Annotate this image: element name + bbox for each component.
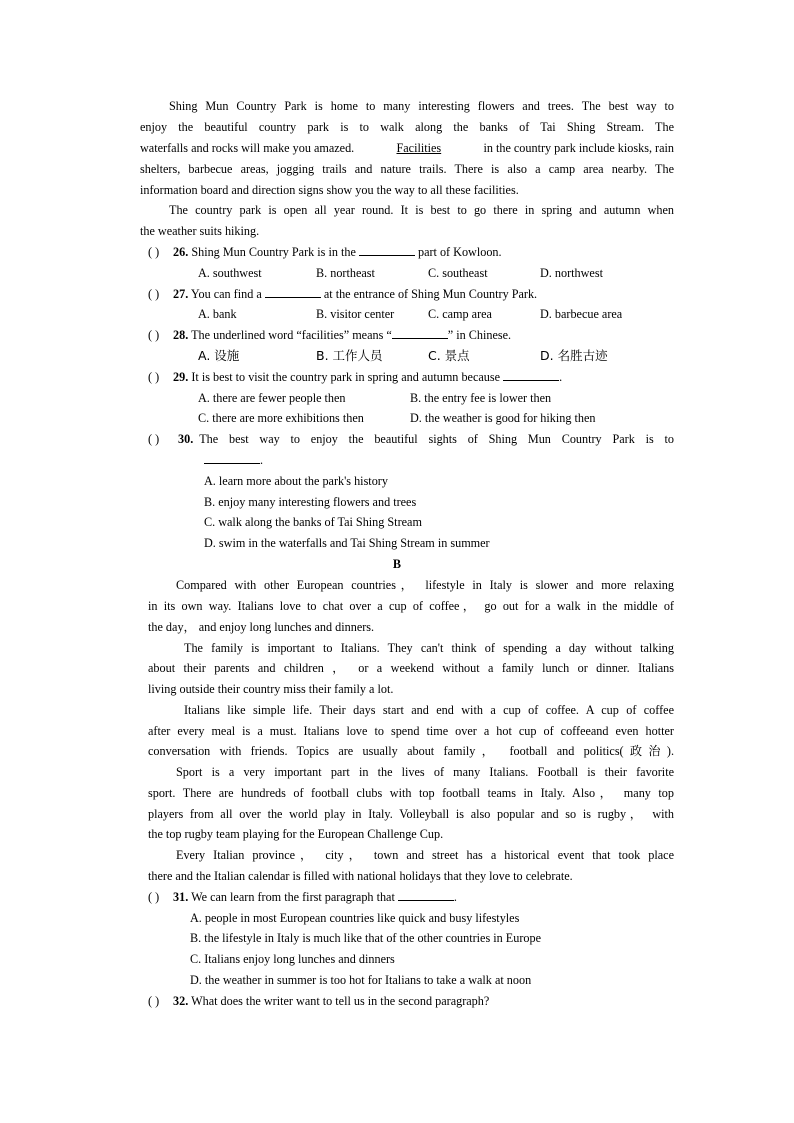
passage-b-line: sport. There are hundreds of football clubs with top football teams in Italy. Also， many top [148, 786, 674, 800]
option-b[interactable]: B. the entry fee is lower then [410, 391, 552, 405]
answer-bracket[interactable]: ( ) [148, 994, 160, 1008]
passage-b-line: in its own way. Italians love to chat over a cup of coffee， go out for a walk in the middle of [148, 599, 674, 613]
answer-blank [398, 889, 454, 901]
passage-b-line: living outside their country miss their family a lot. [148, 682, 394, 696]
passage-b-line: Compared with other European countries， lifestyle in Italy is slower and more relaxing [176, 578, 674, 592]
question-number: 30. [178, 432, 194, 446]
passage-a-line: Shing Mun Country Park is home to many interesting flowers and trees. The best way to [169, 99, 674, 113]
question-text: It is best to visit the country park in spring and autumn because [191, 370, 501, 384]
question-text: . [559, 370, 563, 384]
option-b[interactable]: B. enjoy many interesting flowers and trees [204, 495, 417, 509]
option-d[interactable]: D. the weather is good for hiking then [410, 411, 596, 425]
question-number: 26. [173, 245, 189, 259]
question-text: at the entrance of Shing Mun Country Park. [323, 287, 538, 301]
option-a[interactable]: A. learn more about the park's history [204, 474, 388, 488]
answer-bracket[interactable]: ( ) [148, 890, 160, 904]
question-27 [148, 286, 537, 302]
question-28 [148, 327, 511, 343]
question-number: 27. [173, 287, 189, 301]
option-d[interactable]: D. barbecue area [540, 307, 623, 321]
option-c[interactable]: C. 景点 [428, 348, 470, 363]
option-b[interactable]: B. 工作人员 [316, 348, 383, 363]
question-number: 28. [173, 328, 189, 342]
answer-blank [503, 369, 559, 381]
question-text: . [453, 890, 457, 904]
passage-b-line: Sport is a very important part in the lives of many Italians. Football is their favorite [176, 765, 674, 779]
option-a[interactable]: A. southwest [198, 266, 262, 280]
passage-a-line: the weather suits hiking. [140, 224, 260, 238]
option-c[interactable]: C. Italians enjoy long lunches and dinners [190, 952, 395, 966]
question-31 [148, 889, 457, 905]
option-d[interactable]: D. 名胜古迹 [540, 348, 608, 363]
question-text: . [260, 453, 264, 467]
option-b[interactable]: B. visitor center [316, 307, 395, 321]
section-b-title: B [392, 557, 402, 571]
option-a[interactable]: A. 设施 [198, 348, 240, 363]
answer-bracket[interactable]: ( ) [148, 432, 160, 446]
question-number: 29. [173, 370, 189, 384]
passage-a-line [140, 140, 674, 156]
answer-bracket[interactable]: ( ) [148, 245, 160, 259]
passage-b-line: after every meal is a must. Italians love to spend time over a hot cup of coffeeand even hotter [148, 724, 674, 738]
passage-a-line: shelters, barbecue areas, jogging trails and nature trails. There is also a camp area nearby. The [140, 162, 674, 176]
question-text: part of Kowloon. [417, 245, 502, 259]
passage-b-line: conversation with friends. Topics are usually about family， football and politics(政治). [148, 744, 674, 758]
underlined-word-facilities: Facilities [396, 141, 442, 155]
option-c[interactable]: C. camp area [428, 307, 492, 321]
passage-a-text: in the country park include kiosks, rain [483, 141, 674, 155]
question-26 [148, 244, 502, 260]
passage-a-line: information board and direction signs show you the way to all these facilities. [140, 183, 519, 197]
answer-blank [265, 286, 321, 298]
option-a[interactable]: A. people in most European countries like quick and busy lifestyles [190, 911, 520, 925]
option-d[interactable]: D. swim in the waterfalls and Tai Shing Stream in summer [204, 536, 490, 550]
answer-blank [392, 327, 448, 339]
option-c[interactable]: C. walk along the banks of Tai Shing Stream [204, 515, 422, 529]
answer-bracket[interactable]: ( ) [148, 287, 160, 301]
passage-b-line: Every Italian province， city， town and street has a historical event that took place [176, 848, 674, 862]
question-text: The underlined word “facilities” means “ [191, 328, 392, 342]
question-text: We can learn from the first paragraph that [191, 890, 395, 904]
option-b[interactable]: B. northeast [316, 266, 375, 280]
option-c[interactable]: C. there are more exhibitions then [198, 411, 364, 425]
passage-b-line: the day， and enjoy long lunches and dinners. [148, 620, 375, 634]
passage-a-text: waterfalls and rocks will make you amazed. [140, 141, 355, 155]
passage-b-line: there and the Italian calendar is filled with national holidays that they love to celebrate. [148, 869, 573, 883]
answer-bracket[interactable]: ( ) [148, 328, 160, 342]
option-a[interactable]: A. there are fewer people then [198, 391, 346, 405]
question-32 [148, 993, 489, 1009]
passage-a-line: The country park is open all year round. It is best to go there in spring and autumn when [169, 203, 674, 217]
answer-blank [204, 452, 260, 464]
passage-b-line: Italians like simple life. Their days start and end with a cup of coffee. A cup of coffee [184, 703, 674, 717]
option-d[interactable]: D. the weather in summer is too hot for Italians to take a walk at noon [190, 973, 532, 987]
passage-b-line: players from all over the world play in Italy. Volleyball is also popular and so is rugby， with [148, 807, 674, 821]
answer-blank [359, 244, 415, 256]
option-d[interactable]: D. northwest [540, 266, 603, 280]
question-text: What does the writer want to tell us in the second paragraph? [191, 994, 490, 1008]
question-number: 31. [173, 890, 189, 904]
option-c[interactable]: C. southeast [428, 266, 488, 280]
question-text: ” in Chinese. [447, 328, 512, 342]
question-29 [148, 369, 562, 385]
question-text: Shing Mun Country Park is in the [191, 245, 356, 259]
question-30 [148, 431, 674, 447]
passage-b-line: about their parents and children ， or a weekend without a family lunch or dinner. Italians [148, 661, 674, 675]
passage-a-line: enjoy the beautiful country park is to walk along the banks of Tai Shing Stream. The [140, 120, 674, 134]
question-number: 32. [173, 994, 189, 1008]
question-30-continuation [204, 452, 263, 468]
question-text: You can find a [190, 287, 262, 301]
option-b[interactable]: B. the lifestyle in Italy is much like that of the other countries in Europe [190, 931, 541, 945]
passage-b-line: The family is important to Italians. They can't think of spending a day without talking [184, 641, 674, 655]
option-a[interactable]: A. bank [198, 307, 237, 321]
answer-bracket[interactable]: ( ) [148, 370, 160, 384]
question-text: The best way to enjoy the beautiful sights of Shing Mun Country Park is to [199, 432, 674, 446]
passage-b-line: the top rugby team playing for the European Challenge Cup. [148, 827, 444, 841]
